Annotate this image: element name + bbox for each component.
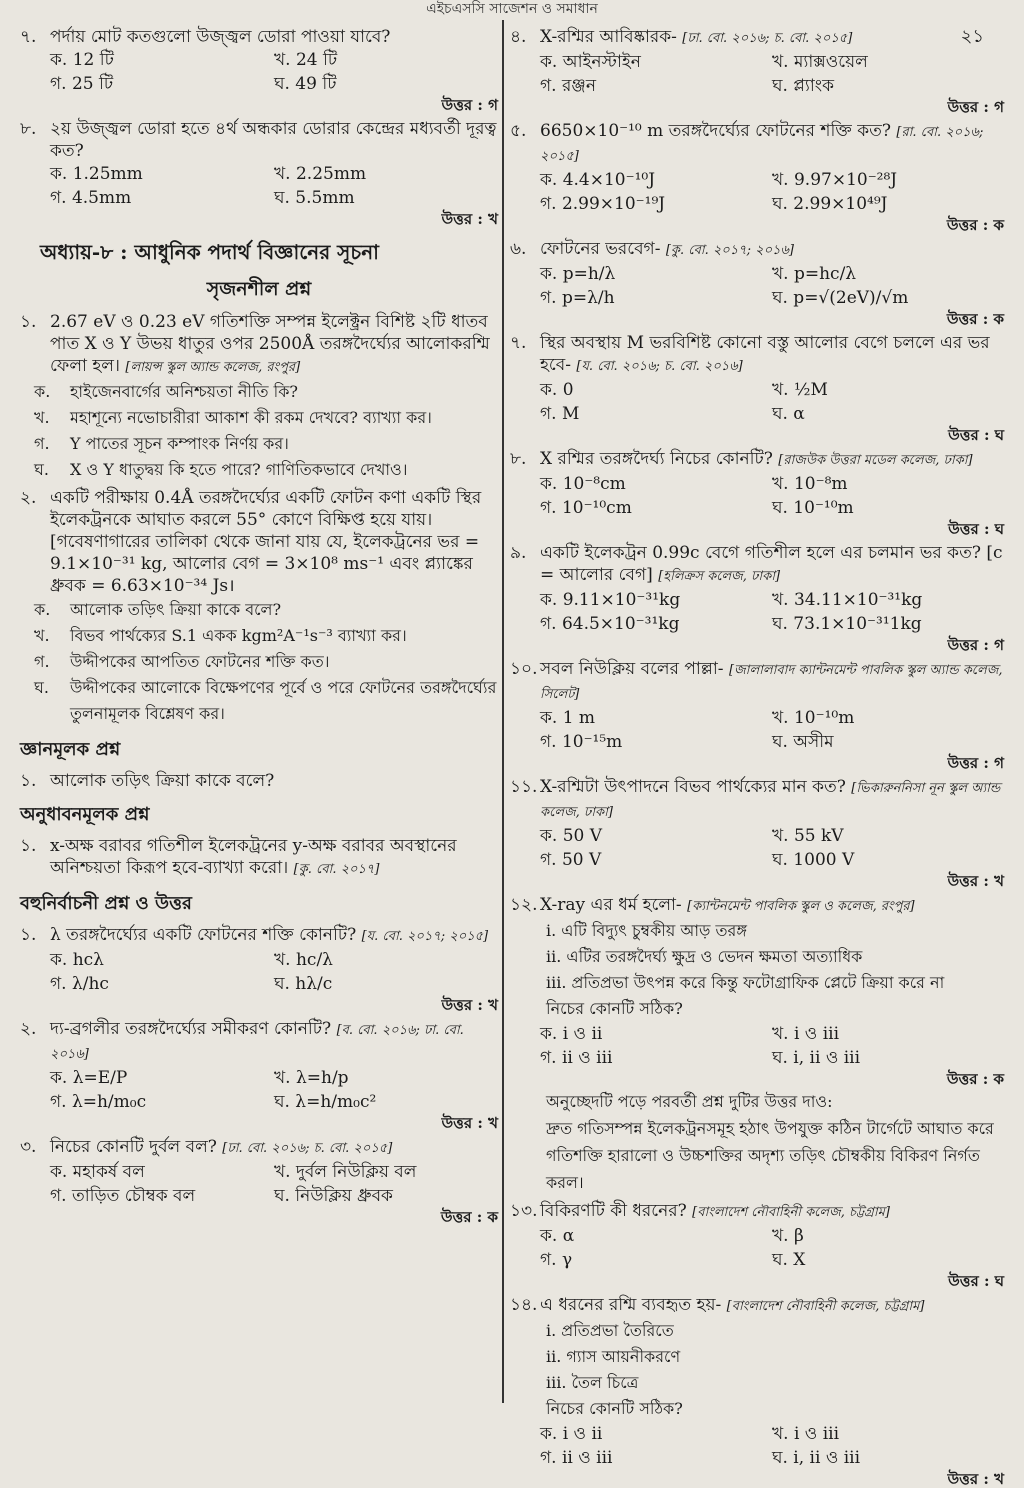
option: খ. ম্যাক্সওয়েল (772, 52, 868, 72)
question-source: [ক্যান্টনমেন্ট পাবলিক স্কুল ও কলেজ, রংপুর] (687, 899, 915, 914)
question-number: ৭. (510, 333, 527, 353)
option: ঘ. α (772, 404, 805, 424)
option: ঘ. প্ল্যাংক (772, 76, 834, 96)
option: ক. 9.11×10⁻³¹kg (540, 590, 681, 610)
option: খ. 10⁻¹⁰m (772, 708, 855, 728)
question-row (20, 26, 498, 48)
mcq-item (510, 448, 1004, 538)
sub-question (20, 457, 498, 483)
question-stem: 6650×10⁻¹⁰ m তরঙ্গদৈর্ঘ্যের ফোটনের শক্তি কত? (540, 121, 891, 141)
creative-questions (20, 311, 498, 727)
question-number: ১. (20, 925, 37, 945)
sub-question-label: ঘ. (34, 678, 49, 697)
question-source: [রাজউক উত্তরা মডেল কলেজ, ঢাকা] (778, 453, 973, 468)
answer: উত্তর : ক (946, 1070, 1004, 1088)
question-text (540, 238, 1004, 262)
question-stem: λ তরঙ্গদৈর্ঘ্যের একটি ফোটনের শক্তি কোনটি? (50, 925, 357, 945)
answer-row (510, 1470, 1004, 1488)
question-row (510, 26, 1004, 50)
option: খ. 24 টি (274, 50, 338, 70)
option: ঘ. অসীম (772, 732, 834, 752)
mcq-heading: বহুনির্বাচনী প্রশ্ন ও উত্তর (20, 893, 192, 914)
question-row (20, 1018, 498, 1066)
options-grid (510, 588, 1004, 636)
option: গ. M (540, 404, 580, 424)
question-number: ১৪. (510, 1295, 538, 1315)
column-divider (502, 20, 504, 1403)
page-number: ২১ (960, 26, 984, 47)
option: খ. 2.25mm (274, 164, 367, 184)
question-stem: পর্দায় মোট কতগুলো উজ্জ্বল ডোরা পাওয়া যাবে? (50, 27, 391, 47)
options-grid (510, 1022, 1004, 1070)
question-stem: একটি ইলেকট্রন 0.99c বেগে গতিশীল হলে এর চলমান ভর কত? [c = আলোর বেগ] (540, 543, 1003, 585)
question-text (50, 26, 498, 48)
option: গ. ii ও iii (540, 1448, 613, 1468)
options-grid (510, 824, 1004, 872)
question-source: [কু. বো. ২০১৭; ২০১৬] (665, 243, 795, 258)
question-number: ৯. (510, 543, 527, 563)
sub-question-text: X ও Y ধাতুদ্বয় কি হতে পারে? গাণিতিকভাবে দেখাও। (70, 460, 408, 479)
option: খ. 34.11×10⁻³¹kg (772, 590, 923, 610)
option: ক. মহাকর্ষ বল (50, 1162, 145, 1182)
passage-text: দ্রুত গতিসম্পন্ন ইলেকট্রনসমূহ হঠাৎ উপযুক্ত কঠিন টার্গেটে আঘাত করে গতিশক্তি হারালো ও উচ্চশক্তির অদৃশ্য তড়িৎ চৌম্বকীয় বিকিরণ নির্গত করল। (546, 1119, 994, 1192)
question-row (510, 332, 1004, 378)
mcq-item (510, 776, 1004, 890)
answer: উত্তর : গ (947, 636, 1004, 654)
answer-row (510, 520, 1004, 538)
option: গ. 50 V (540, 850, 602, 870)
question-stem: স্থির অবস্থায় M ভরবিশিষ্ট কোনো বস্তু আলোর বেগে চললে এর ভর হবে- (540, 333, 990, 375)
statement: iii. তৈল চিত্রে (546, 1373, 639, 1392)
mcq-item (20, 26, 498, 114)
question-stem: x-অক্ষ বরাবর গতিশীল ইলেকট্রনের y-অক্ষ বরাবর অবস্থানের অনিশ্চয়তা কিরূপ হবে-ব্যাখ্যা করো। (50, 836, 457, 878)
option: খ. λ=h/p (274, 1068, 349, 1088)
options-grid (510, 262, 1004, 310)
option: ক. α (540, 1226, 575, 1246)
sub-question-label: খ. (34, 626, 50, 645)
question-stem: ২য় উজ্জ্বল ডোরা হতে ৪র্থ অন্ধকার ডোরার কেন্দ্রের মধ্যবর্তী দূরত্ব কত? (50, 119, 497, 161)
answer: উত্তর : খ (947, 872, 1004, 890)
statement: ii. এটির তরঙ্গদৈর্ঘ্য ক্ষুদ্র ও ভেদন ক্ষমতা অত্যাধিক (546, 947, 863, 966)
sub-question (20, 623, 498, 649)
answer: উত্তর : খ (947, 1470, 1004, 1488)
question-source: [হলিক্রস কলেজ, ঢাকা] (658, 569, 781, 584)
choice-prompt: নিচের কোনটি সঠিক? (546, 999, 683, 1018)
mcq-item (510, 542, 1004, 654)
question-row (510, 1294, 1004, 1318)
question-row (510, 894, 1004, 918)
question-stem: নিচের কোনটি দুর্বল বল? (50, 1137, 217, 1157)
answer: উত্তর : ক (946, 216, 1004, 234)
question-source: [বাংলাদেশ নৌবাহিনী কলেজ, চট্টগ্রাম] (726, 1299, 925, 1314)
option: খ. 55 kV (772, 826, 844, 846)
creative-stem (50, 487, 498, 597)
passage-mcq-list (510, 1200, 1004, 1488)
question-source: [ব. বো. ২০১৬; ঢা. বো. ২০১৬] (50, 1023, 464, 1062)
answer: উত্তর : গ (947, 98, 1004, 116)
statement: i. প্রতিপ্রভা তৈরিতে (546, 1321, 674, 1340)
question-number: ৮. (20, 119, 37, 139)
option: খ. p=hc/λ (772, 264, 857, 284)
header-title: এইচএসসি সাজেশন ও সমাধান (426, 1, 598, 17)
question-text (50, 770, 498, 792)
options-grid (510, 1224, 1004, 1272)
question-text (540, 894, 1004, 918)
option: ঘ. 49 টি (274, 74, 337, 94)
option: ঘ. hλ/c (274, 974, 333, 994)
sub-question-label: গ. (34, 652, 50, 671)
question-number: ১. (20, 836, 37, 856)
option: খ. ½M (772, 380, 828, 400)
mcq-item (20, 924, 498, 1014)
answer: উত্তর : ঘ (948, 520, 1004, 538)
answer: উত্তর : খ (441, 996, 498, 1014)
sub-question-label: ঘ. (34, 460, 49, 479)
answer: উত্তর : ঘ (948, 426, 1004, 444)
creative-stem (50, 311, 498, 379)
sub-question-text: উদ্দীপকের আলোকে বিক্ষেপণের পূর্বে ও পরে ফোটনের তরঙ্গদৈর্ঘ্যের তুলনামূলক বিশ্লেষণ কর। (70, 678, 497, 723)
answer: উত্তর : ঘ (948, 1272, 1004, 1290)
option: গ. λ/hc (50, 974, 109, 994)
option: গ. ii ও iii (540, 1048, 613, 1068)
option: ঘ. p=√(2eV)/√m (772, 288, 909, 308)
answer-row (510, 636, 1004, 654)
question-text (50, 1136, 498, 1160)
question-source: [ঢা. বো. ২০১৬; চ. বো. ২০১৫] (222, 1141, 393, 1156)
question-row (510, 1200, 1004, 1224)
creative-item (20, 487, 498, 727)
short-question (20, 835, 498, 881)
answer-row (20, 96, 498, 114)
mcq-item (510, 120, 1004, 234)
comprehension-questions (20, 835, 498, 881)
question-number: ২. (20, 488, 37, 508)
options-grid (510, 168, 1004, 216)
question-stem: X-রশ্মিটা উৎপাদনে বিভব পার্থক্যের মান কত? (540, 777, 846, 797)
question-stem: আলোক তড়িৎ ক্রিয়া কাকে বলে? (50, 771, 275, 791)
mcq-item (20, 118, 498, 228)
mcq-item (510, 658, 1004, 772)
question-row (510, 120, 1004, 168)
answer-row (510, 98, 1004, 116)
chapter-title: অধ্যায়-৮ : আধুনিক পদার্থ বিজ্ঞানের সূচনা (40, 240, 379, 264)
answer-row (510, 1272, 1004, 1290)
answer-row (510, 216, 1004, 234)
mcq-item (510, 1294, 1004, 1488)
option: ক. 12 টি (50, 50, 114, 70)
question-number: ২. (20, 1019, 37, 1039)
question-number: ৬. (510, 239, 527, 259)
question-source: [য. বো. ২০১৬; চ. বো. ২০১৬] (576, 359, 743, 374)
option: খ. β (772, 1226, 804, 1246)
options-grid (20, 48, 498, 96)
options-grid (20, 1066, 498, 1114)
question-source: [ভিকারুননিসা নূন স্কুল অ্যান্ড কলেজ, ঢাকা] (540, 781, 1001, 820)
option: খ. hc/λ (274, 950, 333, 970)
option: খ. i ও iii (772, 1024, 840, 1044)
question-source: [লায়ন্স স্কুল অ্যান্ড কলেজ, রংপুর] (125, 360, 301, 375)
options-grid (20, 162, 498, 210)
option: ক. p=h/λ (540, 264, 616, 284)
question-number: ১. (20, 771, 37, 791)
question-number: ১১. (510, 777, 538, 797)
option: ঘ. i, ii ও iii (772, 1048, 861, 1068)
sub-question (20, 379, 498, 405)
right-column (510, 22, 1004, 1488)
question-source: [কু. বো. ২০১৭] (293, 862, 380, 877)
option: ক. 4.4×10⁻¹⁰J (540, 170, 656, 190)
mcq-item (510, 332, 1004, 444)
answer-row (20, 996, 498, 1014)
question-stem: X রশ্মির তরঙ্গদৈর্ঘ্য নিচের কোনটি? (540, 449, 773, 469)
question-text (540, 1294, 1004, 1318)
option: গ. 64.5×10⁻³¹kg (540, 614, 680, 634)
question-number: ১২. (510, 895, 538, 915)
question-text (50, 924, 498, 948)
option: ক. i ও ii (540, 1024, 603, 1044)
options-grid (20, 948, 498, 996)
question-text (540, 1200, 1004, 1224)
option: ক. আইনস্টাইন (540, 52, 641, 72)
question-stem: ফোটনের ভরবেগ- (540, 239, 661, 259)
option: খ. i ও iii (772, 1424, 840, 1444)
answer-row (510, 426, 1004, 444)
question-stem: X-রশ্মির আবিষ্কারক- (540, 27, 677, 47)
options-grid (510, 472, 1004, 520)
sub-question-text: বিভব পার্থক্যের S.1 একক kgm²A⁻¹s⁻³ ব্যাখ্যা কর। (70, 626, 407, 645)
option: খ. দুর্বল নিউক্লিয় বল (274, 1162, 417, 1182)
statement: iii. প্রতিপ্রভা উৎপন্ন করে কিন্তু ফটোগ্রাফিক প্লেটে ক্রিয়া করে না (546, 973, 945, 992)
knowledge-heading: জ্ঞানমূলক প্রশ্ন (20, 739, 121, 760)
question-row (510, 448, 1004, 472)
option: ক. 1 m (540, 708, 596, 728)
creative-item (20, 311, 498, 483)
options-grid (510, 706, 1004, 754)
option: গ. রঞ্জন (540, 76, 596, 96)
answer-row (510, 310, 1004, 328)
creative-stem-row (20, 487, 498, 597)
sub-question-label: খ. (34, 408, 50, 427)
option: ঘ. λ=h/m₀c² (274, 1092, 377, 1112)
answer-row (510, 1070, 1004, 1088)
answer: উত্তর : গ (947, 754, 1004, 772)
sub-question-text: আলোক তড়িৎ ক্রিয়া কাকে বলে? (70, 600, 282, 619)
question-text (540, 332, 1004, 378)
option: খ. 10⁻⁸m (772, 474, 848, 494)
question-stem: বিকিরণটি কী ধরনের? (540, 1201, 687, 1221)
question-text (540, 658, 1004, 706)
option: ঘ. 5.5mm (274, 188, 355, 208)
option: ক. λ=E/P (50, 1068, 128, 1088)
answer: উত্তর : খ (441, 210, 498, 228)
option: ক. 1.25mm (50, 164, 143, 184)
option: গ. তাড়িত চৌম্বক বল (50, 1186, 196, 1206)
question-number: ১. (20, 312, 37, 332)
statement: ii. গ্যাস আয়নীকরণে (546, 1347, 681, 1366)
answer-row (510, 754, 1004, 772)
question-text (540, 542, 1004, 588)
knowledge-questions (20, 770, 498, 792)
answer: উত্তর : ক (946, 310, 1004, 328)
sub-question-text: Y পাতের সূচন কম্পাংক নির্ণয় কর। (70, 434, 289, 453)
passage-intro: অনুচ্ছেদটি পড়ে পরবর্তী প্রশ্ন দুটির উত্তর দাও: (546, 1092, 833, 1111)
question-number: ৪. (510, 27, 527, 47)
left-mcq-list (20, 924, 498, 1226)
question-number: ১০. (510, 659, 538, 679)
question-row (510, 238, 1004, 262)
question-row (510, 542, 1004, 588)
sub-question (20, 649, 498, 675)
choice-prompt: নিচের কোনটি সঠিক? (546, 1399, 683, 1418)
question-stem: এ ধরনের রশ্মি ব্যবহৃত হয়- (540, 1295, 722, 1315)
sub-question-text: মহাশূন্যে নভোচারীরা আকাশ কী রকম দেখবে? ব্যাখ্যা কর। (70, 408, 432, 427)
option: ঘ. 2.99×10⁴⁹J (772, 194, 888, 214)
sub-question-text: উদ্দীপকের আপতিত ফোটনের শক্তি কত। (70, 652, 330, 671)
option: ক. 50 V (540, 826, 603, 846)
option: ঘ. নিউক্লিয় ধ্রুবক (274, 1186, 393, 1206)
question-text (50, 118, 498, 162)
question-stem: X-ray এর ধর্ম হলো- (540, 895, 682, 915)
option: গ. γ (540, 1250, 573, 1270)
right-mcq-list (510, 26, 1004, 1088)
option: ঘ. 73.1×10⁻³¹1kg (772, 614, 922, 634)
option: ঘ. 1000 V (772, 850, 855, 870)
question-number: ৫. (510, 121, 527, 141)
creative-heading: সৃজনশীল প্রশ্ন (206, 278, 312, 300)
question-source: [জালালাবাদ ক্যান্টনমেন্ট পাবলিক স্কুল অ্যান্ড কলেজ, সিলেট] (540, 663, 1003, 702)
question-number: ৭. (20, 27, 37, 47)
question-number: ৩. (20, 1137, 37, 1157)
question-row (510, 776, 1004, 824)
options-grid (510, 50, 1004, 98)
sub-question (20, 405, 498, 431)
question-stem: সবল নিউক্লিয় বলের পাল্লা- (540, 659, 724, 679)
sub-question-label: গ. (34, 434, 50, 453)
creative-stem-row (20, 311, 498, 379)
left-column (20, 22, 498, 1405)
option: ক. hcλ (50, 950, 104, 970)
options-grid (20, 1160, 498, 1208)
question-source: [বাংলাদেশ নৌবাহিনী কলেজ, চট্টগ্রাম] (692, 1205, 890, 1220)
mcq-item (510, 1200, 1004, 1290)
sub-question-text: হাইজেনবার্গের অনিশ্চয়তা নীতি কি? (70, 382, 298, 401)
question-text (540, 448, 1004, 472)
question-stem: দ্য-ব্রগলীর তরঙ্গদৈর্ঘ্যের সমীকরণ কোনটি? (50, 1019, 332, 1039)
stem-text: 2.67 eV ও 0.23 eV গতিশক্তি সম্পন্ন ইলেক্ট্রন বিশিষ্ট ২টি ধাতব পাত X ও Y উভয় ধাতুর ওপর 2500Å তরঙ্গদৈর্ঘ্যের আলোকরশ্মি ফেলা হল। (50, 312, 490, 376)
option: ক. i ও ii (540, 1424, 603, 1444)
mcq-item (510, 894, 1004, 1088)
option: খ. 9.97×10⁻²⁸J (772, 170, 898, 190)
question-number: ৮. (510, 449, 527, 469)
question-text (540, 776, 1004, 824)
options-grid (510, 378, 1004, 426)
question-text (540, 120, 1004, 168)
question-row (20, 118, 498, 162)
question-row (20, 924, 498, 948)
answer: উত্তর : গ (441, 96, 498, 114)
mcq-item (510, 238, 1004, 328)
option: ঘ. i, ii ও iii (772, 1448, 861, 1468)
question-source: [রা. বো. ২০১৬; ২০১৫] (540, 125, 984, 164)
option: গ. p=λ/h (540, 288, 615, 308)
question-row (20, 1136, 498, 1160)
answer: উত্তর : খ (441, 1114, 498, 1132)
question-source: [ঢা. বো. ২০১৬; চ. বো. ২০১৫] (682, 31, 853, 46)
comprehension-heading: অনুধাবনমূলক প্রশ্ন (20, 804, 150, 825)
answer: উত্তর : ক (440, 1208, 498, 1226)
short-question (20, 770, 498, 792)
sub-question (20, 675, 498, 727)
option: গ. 25 টি (50, 74, 114, 94)
mcq-item (510, 26, 1004, 116)
option: গ. 10⁻¹⁰cm (540, 498, 632, 518)
option: গ. 10⁻¹⁵m (540, 732, 623, 752)
answer-row (510, 872, 1004, 890)
question-source: [য. বো. ২০১৭; ২০১৫] (361, 929, 489, 944)
sub-question-label: ক. (34, 600, 51, 619)
options-grid (510, 1422, 1004, 1470)
answer-row (20, 1208, 498, 1226)
question-row (510, 658, 1004, 706)
option: ঘ. 10⁻¹⁰m (772, 498, 854, 518)
statement: i. এটি বিদ্যুৎ চুম্বকীয় আড় তরঙ্গ (546, 921, 747, 940)
option: ক. 10⁻⁸cm (540, 474, 626, 494)
sub-question-label: ক. (34, 382, 51, 401)
option: গ. λ=h/m₀c (50, 1092, 147, 1112)
answer-row (20, 210, 498, 228)
mcq-item (20, 1018, 498, 1132)
left-top-questions (20, 26, 498, 228)
mcq-item (20, 1136, 498, 1226)
sub-question (20, 597, 498, 623)
page-header (0, 0, 1024, 22)
option: গ. 4.5mm (50, 188, 132, 208)
question-text (540, 26, 1004, 50)
option: ক. 0 (540, 380, 574, 400)
sub-question (20, 431, 498, 457)
question-text (50, 835, 498, 881)
option: ঘ. X (772, 1250, 806, 1270)
answer-row (20, 1114, 498, 1132)
option: গ. 2.99×10⁻¹⁹J (540, 194, 666, 214)
stem-text: একটি পরীক্ষায় 0.4Å তরঙ্গদৈর্ঘ্যের একটি ফোটন কণা একটি স্থির ইলেকট্রনকে আঘাত করলে 55° কোণে বিক্ষিপ্ত হয়ে যায়। [গবেষণাগারের তালিকা থেকে জানা যায় যে, ইলেকট্রনের ভর = 9.1×10⁻³¹ kg, আলোর বেগ = 3×10⁸ ms⁻¹ এবং প্ল্যাঙ্কের ধ্রুবক = 6.63×10⁻³⁴ Js। (50, 488, 482, 596)
question-text (50, 1018, 498, 1066)
question-number: ১৩. (510, 1201, 538, 1221)
